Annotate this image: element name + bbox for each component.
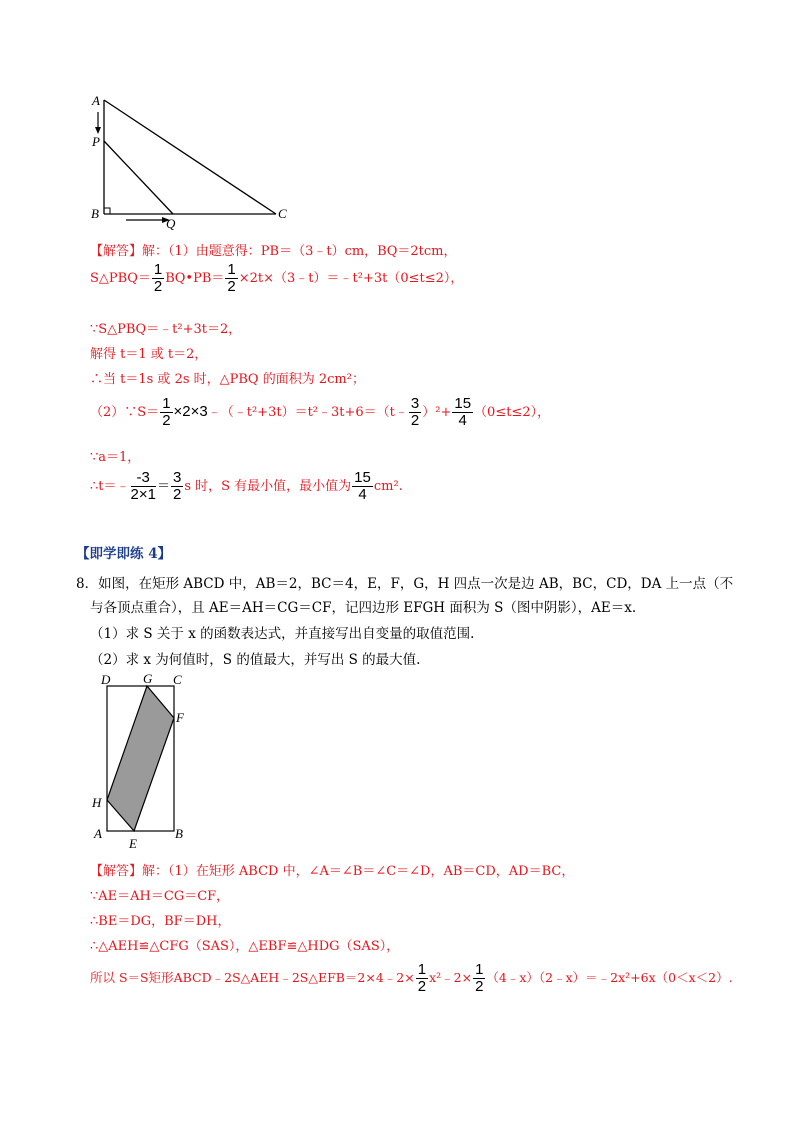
answer2-line1: 【解答】解：（1）在矩形 ABCD 中，∠A＝∠B＝∠C＝∠D，AB＝CD，AD＝BC， xyxy=(90,864,575,879)
answer1-line5: ∴当 t＝1s 或 2s 时，△PBQ 的面积为 2cm²； xyxy=(90,372,365,387)
label-E: E xyxy=(129,836,137,850)
fraction: $\frac{1}{2}$ xyxy=(153,261,163,295)
label-Q: Q xyxy=(166,216,176,231)
answer1-line2: S△PBQ＝ $\frac{1}{2}$ BQ•PB＝ $\frac{1}{2}$ ×2t×（3﹣t）＝﹣t²+3t（0≤t≤2）， xyxy=(90,261,464,295)
fraction: $\frac{1}{2}$ xyxy=(417,961,427,995)
fraction: $\frac{1}{2}$ xyxy=(162,395,171,429)
answer1-line4: 解得 t＝1 或 t＝2， xyxy=(90,347,208,362)
fraction: $\frac{15}{4}$ xyxy=(454,395,472,429)
problem8-line1: 8．如图，在矩形 ABCD 中，AB＝2，BC＝4，E，F，G，H 四点一次是边 AB，BC，CD，DA 上一点（不 xyxy=(76,576,734,592)
answer1-line8: ∴t＝﹣ $\frac{-3}{2\times 1}$ ＝ $\frac{3}{2}$ s 时，S 有最小值，最小值为 $\frac{15}{4}$ cm². xyxy=(90,469,403,503)
label-D: D xyxy=(101,672,111,687)
answer1-line1: 【解答】解：（1）由题意得：PB＝（3﹣t）cm，BQ＝2tcm， xyxy=(90,244,457,259)
fraction: $\frac{15}{4}$ xyxy=(354,469,371,503)
rectangle-figure xyxy=(88,668,198,850)
label-H: H xyxy=(92,795,102,810)
answer1-line6: （2）∵S＝ $\frac{1}{2}$ ×2×3﹣（﹣t²+3t）＝t²﹣3t+6＝（t﹣ $\frac{3}{2}$ ）²+ $\frac{15}{4}$ （0≤t≤2）， xyxy=(90,395,551,429)
triangle-figure xyxy=(80,88,300,233)
problem8-q1: （1）求 S 关于 x 的函数表达式，并直接写出自变量的取值范围. xyxy=(90,626,475,642)
label-B: B xyxy=(91,206,99,221)
answer2-line3: ∴BE＝DG，BF＝DH， xyxy=(90,914,231,929)
fraction: $\frac{1}{2}$ xyxy=(227,261,236,295)
answer2-line2: ∵AE＝AH＝CG＝CF， xyxy=(90,889,230,904)
answer1-line3: ∵S△PBQ＝﹣t²+3t＝2， xyxy=(90,322,242,337)
label-P: P xyxy=(92,134,100,149)
label-C: C xyxy=(278,206,287,221)
fraction: $\frac{3}{2}$ xyxy=(172,469,182,503)
label-B: B xyxy=(175,826,183,841)
label-A: A xyxy=(92,93,100,108)
label-A: A xyxy=(94,826,102,841)
fraction: $\frac{3}{2}$ xyxy=(410,395,420,429)
shaded-quadrilateral xyxy=(107,686,174,831)
problem8-line2: 与各顶点重合），且 AE＝AH＝CG＝CF，记四边形 EFGH 面积为 S（图中阴影），AE＝x. xyxy=(90,600,637,616)
section-title: 【即学即练 4】 xyxy=(76,546,172,562)
label-F: F xyxy=(176,710,184,725)
label-G: G xyxy=(143,671,153,686)
label-C: C xyxy=(173,672,182,687)
answer1-line7: ∵a＝1， xyxy=(90,450,141,465)
fraction: $\frac{1}{2}$ xyxy=(475,961,484,995)
problem8-q2: （2）求 x 为何值时，S 的值最大，并写出 S 的最大值. xyxy=(90,652,421,668)
answer2-line5: 所以 S＝S矩形ABCD﹣2S△AEH﹣2S△EFB＝2×4﹣2× $\frac{1}{2}$ x²﹣2× $\frac{1}{2}$ （4﹣x）（2﹣x）＝﹣2x²+6x（0＜x＜2）. xyxy=(90,961,733,995)
fraction: $\frac{-3}{2\times 1}$ xyxy=(130,469,156,503)
answer2-line4: ∴△AEH≌△CFG（SAS），△EBF≌△HDG（SAS）， xyxy=(90,939,400,954)
